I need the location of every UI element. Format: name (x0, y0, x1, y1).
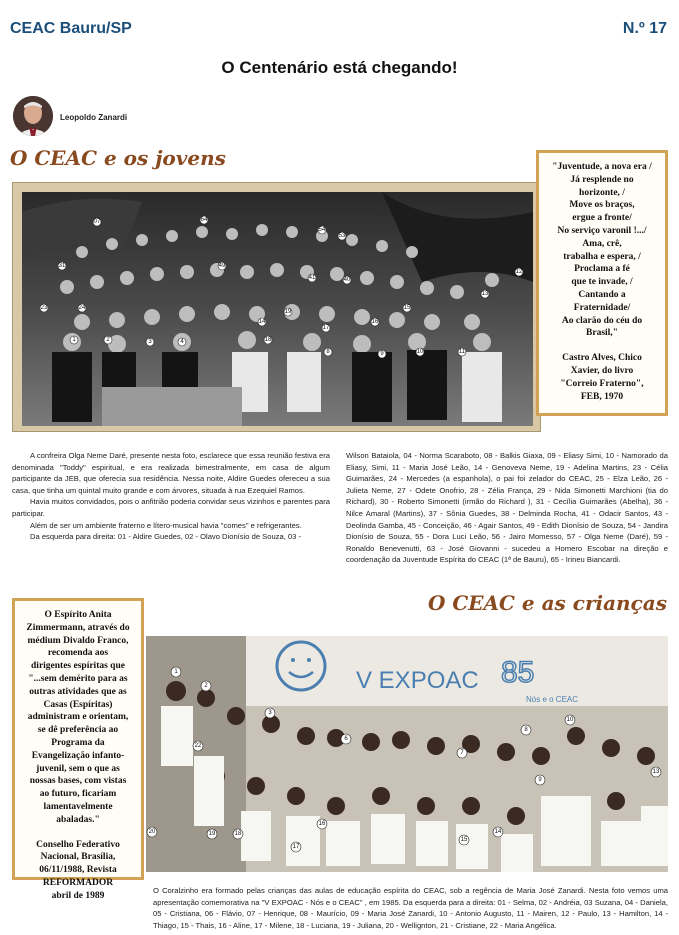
section-title-jovens: O CEAC e os jovens (10, 146, 226, 170)
svg-text:24: 24 (78, 305, 86, 311)
article-column-1 (12, 450, 330, 543)
paragraph: Wilson Bataiola, 04 - Norma Scaraboto, 08 - Balkis Giaxa, 09 - Eliasy Simi, 10 - Namorado da Eliasy, Simi, 11 - Maria José Leão, 14 - Genoveva Neme, 19 - Adelina Martins, 23 - Célia Guimarães, 24 - Mercedes (a espanhola), o pai foi zelador do CEAC, 25 - Elza Leão, 26 - Julieta Neme, 27 - Odete Onofrio, 28 - Zélia França, 29 - Nida Simonetti Marchioni (tia do Richard), 30 - Roberto Simonetti (irmão do Richard ), 31 - Cecília Guimarães (Abelha), 36 - Nilce Amaral (Martins), 37 - Sônia Guedes, 38 - Delminda Rocha, 41 - Odacir Santos, 43 - Deolinda Gamba, 45 - Conceição, 46 - Agair Santos, 49 - Edith Dionísio de Souza, 54 - Jandira Dionísio de Souza, 55 - Dora Luci Leão, 56 - Jairo Momesso, 57 - Olga Neme (Daré), 59 - Ronaldo Benevenutti, 63 - José Giovanni - sucedeu a Homero Escobar na direção e coordenação da Juventude Espírita do CEAC (1ª de Bauru), 65 - Irineu Biancardi. (346, 451, 668, 565)
paragraph: Da esquerda para direita: 01 - Aldire Guedes, 02 - Olavo Dionísio de Souza, 03 - (30, 532, 301, 542)
paragraph: Havia muitos convidados, pois o anfitrião poderia convidar seus vizinhos e parentes para participar. (12, 497, 330, 518)
paragraph: Além de ser um ambiente fraterno e lítero-musical havia "comes" e refrigerantes. (30, 520, 302, 530)
banner-subtitle: Nós e o CEAC (526, 695, 579, 704)
svg-text:19: 19 (208, 831, 216, 837)
quote-source: Conselho Federativo Nacional, Brasília, 06/11/1988, Revista REFORMADOR abril de 1989 (36, 839, 120, 901)
svg-text:7: 7 (460, 750, 464, 756)
author-avatar (13, 96, 53, 136)
svg-text:16: 16 (371, 319, 379, 325)
svg-text:18: 18 (234, 831, 242, 837)
svg-text:17: 17 (292, 844, 300, 850)
svg-text:3: 3 (268, 710, 272, 716)
banner-year: 85 (501, 656, 535, 689)
svg-text:41: 41 (308, 275, 316, 281)
svg-text:49: 49 (218, 263, 226, 269)
svg-text:22: 22 (194, 743, 202, 749)
svg-text:1: 1 (72, 337, 76, 343)
svg-text:64: 64 (200, 217, 208, 223)
svg-text:53: 53 (338, 233, 346, 239)
author-name: Leopoldo Zanardi (60, 113, 128, 122)
youth-group-photo (22, 192, 533, 426)
svg-text:3: 3 (148, 339, 152, 345)
svg-text:14: 14 (258, 319, 266, 325)
children-photo-caption: O Coralzinho era formado pelas crianças das aulas de educação espírita do CEAC, sob a regência de Maria José Zanardi. Nesta foto vemos uma apresentação comemorativa na "V EXPOAC - Nós e o CEAC" , em 1985. Da esquerda para a direita: 01 - Selma, 02 - Andréia, 03 Suzana, 04 - Daniela, 05 - Cristiana, 06 - Flávio, 07 - Henrique, 08 - Maurício, 09 - Maria José Zanardi, 10 - Antonio Augusto, 11 - Mairen, 12 - Paulo, 13 - Hamilton, 14 - Thiago, 15 - Thais, 16 - Aline, 17 - Milene, 18 - Luciana, 19 - Juliana, 20 - Wellignton, 21 - Cristiane, 22 - Maria Angélica. (153, 886, 668, 930)
svg-text:12: 12 (515, 269, 523, 275)
svg-text:10: 10 (416, 349, 424, 355)
publication-name: CEAC Bauru/SP (10, 20, 132, 37)
svg-text:14: 14 (494, 829, 502, 835)
svg-text:23: 23 (40, 305, 48, 311)
svg-text:9: 9 (538, 777, 542, 783)
children-choir-photo (146, 636, 668, 872)
svg-text:8: 8 (326, 349, 330, 355)
svg-text:15: 15 (460, 837, 468, 843)
paragraph: A confreira Olga Neme Daré, presente nesta foto, esclarece que essa reunião festiva era denominada "Toddy" espiritual, e era realizada bimestralmente, em casa de algum participante da JEB, que oferecia sua residência. Nessa noite, Aldire Guedes ofereceu a sua casa, que tinha um quintal muito grande e com árvores, situada à rua Ezequiel Ramos. (12, 451, 330, 495)
svg-text:54: 54 (318, 227, 326, 233)
svg-text:4: 4 (180, 339, 184, 345)
article-title: O Centenário está chegando! (221, 58, 458, 77)
svg-text:9: 9 (380, 351, 384, 357)
issue-number: N.º 17 (622, 20, 667, 37)
svg-text:8: 8 (524, 727, 528, 733)
svg-text:6: 6 (344, 736, 348, 742)
svg-text:1: 1 (174, 669, 178, 675)
article-column-2 (346, 450, 668, 566)
section-title-criancas: O CEAC e as crianças (427, 591, 667, 615)
svg-text:18: 18 (264, 337, 272, 343)
svg-text:19: 19 (284, 309, 292, 315)
svg-text:31: 31 (58, 263, 66, 269)
svg-text:2: 2 (106, 337, 110, 343)
quote-source: Castro Alves, Chico Xavier, do livro "Correio Fraterno", FEB, 1970 (560, 353, 644, 402)
banner-text: V EXPOAC (356, 667, 479, 694)
svg-text:07: 07 (93, 219, 101, 225)
svg-text:11: 11 (458, 349, 466, 355)
quote-text: "Juventude, a nova era / Já resplende no horizonte, / Move os braços, ergue a fronte/ No serviço varonil !.../ Ama, crê, trabalha e espera, / Proclama a fé que te invade, / Cantando a Fraternidade/ Ao clarão do céu do Brasil," (552, 162, 652, 339)
svg-text:15: 15 (403, 305, 411, 311)
svg-text:13: 13 (481, 291, 489, 297)
svg-text:13: 13 (652, 769, 660, 775)
svg-text:17: 17 (322, 325, 330, 331)
svg-text:20: 20 (148, 829, 156, 835)
svg-text:16: 16 (318, 821, 326, 827)
quote-box-anita (12, 598, 144, 901)
quote-text: O Espírito Anita Zimmermann, através do médium Divaldo Franco, recomenda aos dirigentes espíritas que "...sem demérito para as outras atividades que as Casas (Espíritas) administram e orientam, se dê preferência ao Programa da Evangelização infanto- juvenil, sem o que as nossas bases, com vistas ao futuro, ficariam lamentavelmente abaladas." (26, 610, 130, 825)
svg-text:10: 10 (566, 717, 574, 723)
svg-text:2: 2 (204, 683, 208, 689)
quote-box-juventude (536, 150, 668, 416)
svg-text:40: 40 (343, 277, 351, 283)
